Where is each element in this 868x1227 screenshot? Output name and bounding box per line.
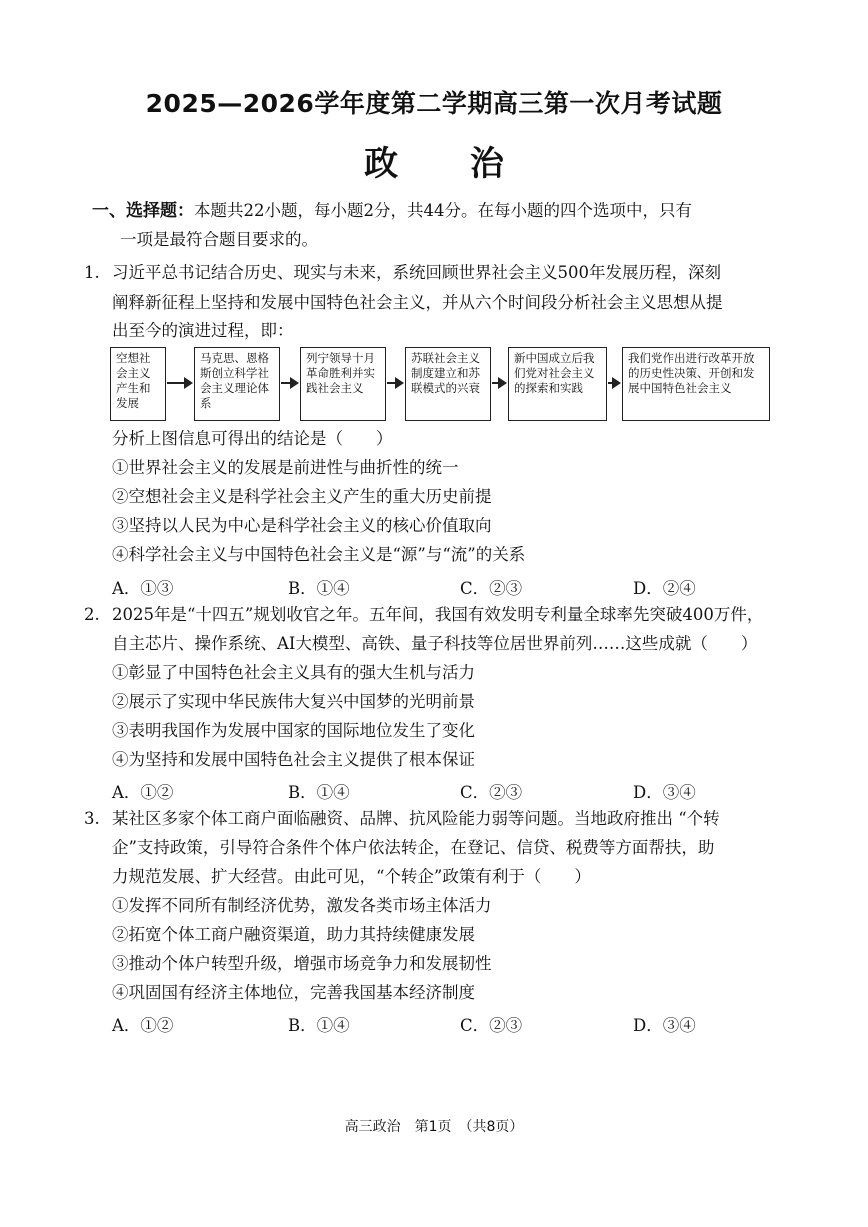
section-description-cont: 一项是最符合题目要求的。 — [120, 230, 318, 249]
option-d[interactable]: D．②④ — [633, 579, 696, 598]
question-3-item: ①发挥不同所有制经济优势，激发各类市场主体活力 — [112, 896, 492, 915]
question-text: 2025年是“十四五”规划收官之年。五年间，我国有效发明专利量全球率先突破400万件， — [112, 605, 764, 624]
question-1-line2: 阐释新征程上坚持和发展中国特色社会主义，并从六个时间段分析社会主义思想从提 — [112, 293, 723, 312]
flow-box-4: 苏联社会主义制度建立和苏联模式的兴衰 — [405, 347, 491, 421]
option-c[interactable]: C．②③ — [460, 1016, 523, 1035]
question-text: 某社区多家个体工商户面临融资、品牌、抗风险能力弱等问题。当地政府推出 “个转 — [112, 809, 720, 828]
question-3-item: ②拓宽个体工商户融资渠道，助力其持续健康发展 — [112, 925, 475, 944]
flow-box-1: 空想社会主义产生和发展 — [110, 347, 166, 421]
question-1-item: ①世界社会主义的发展是前进性与曲折性的统一 — [112, 458, 459, 477]
flow-box-6: 我们党作出进行改革开放的历史性决策、开创和发展中国特色社会主义 — [622, 347, 770, 421]
flow-box-5: 新中国成立后我们党对社会主义的探索和实践 — [508, 347, 607, 421]
socialism-development-flowchart — [110, 347, 770, 425]
option-a[interactable]: A．①② — [112, 1016, 174, 1035]
option-b[interactable]: B．①④ — [288, 1016, 350, 1035]
question-2-item: ②展示了实现中华民族伟大复兴中国梦的光明前景 — [112, 692, 475, 711]
question-text: 习近平总书记结合历史、现实与未来，系统回顾世界社会主义500年发展历程，深刻 — [112, 263, 721, 282]
question-3-options — [112, 1012, 732, 1034]
page-footer: 高三政治 第1页 （共8页） — [344, 1119, 524, 1135]
question-2-item: ③表明我国作为发展中国家的国际地位发生了变化 — [112, 721, 475, 740]
option-b[interactable]: B．①④ — [288, 579, 350, 598]
question-1-item: ④科学社会主义与中国特色社会主义是“源”与“流”的关系 — [112, 545, 526, 564]
question-2-line2: 自主芯片、操作系统、AI大模型、高铁、量子科技等位居世界前列……这些成就（ ） — [112, 634, 758, 653]
section-1-heading — [92, 200, 692, 222]
subject-title: 政 治 — [364, 144, 534, 184]
question-2-options — [112, 779, 732, 801]
question-2-item: ①彰显了中国特色社会主义具有的强大生机与活力 — [112, 663, 475, 682]
question-1-item: ②空想社会主义是科学社会主义产生的重大历史前提 — [112, 487, 492, 506]
question-3-line1 — [84, 808, 720, 830]
section-label: 一、选择题： — [92, 201, 194, 221]
option-d[interactable]: D．③④ — [633, 1016, 696, 1035]
question-1-item: ③坚持以人民为中心是科学社会主义的核心价值取向 — [112, 516, 492, 535]
flow-arrow-icon — [492, 376, 507, 390]
question-1-options — [112, 575, 732, 597]
flow-arrow-icon — [608, 376, 621, 390]
option-c[interactable]: C．②③ — [460, 579, 523, 598]
question-2-line1 — [84, 604, 763, 626]
question-number: 1. — [84, 263, 100, 282]
question-number: 2. — [84, 605, 100, 624]
option-b[interactable]: B．①④ — [288, 783, 350, 802]
question-1-line3: 出至今的演进过程，即： — [112, 321, 294, 340]
flow-arrow-icon — [167, 376, 193, 390]
flow-arrow-icon — [387, 376, 404, 390]
option-c[interactable]: C．②③ — [460, 783, 523, 802]
exam-title: 2025—2026学年度第二学期高三第一次月考试题 — [145, 89, 723, 118]
question-1-line1 — [84, 262, 721, 284]
question-2-item: ④为坚持和发展中国特色社会主义提供了根本保证 — [112, 750, 475, 769]
flow-arrow-icon — [281, 376, 299, 390]
flow-box-3: 列宁领导十月革命胜利并实践社会主义 — [300, 347, 386, 421]
question-3-item: ④巩固国有经济主体地位，完善我国基本经济制度 — [112, 983, 475, 1002]
question-3-item: ③推动个体户转型升级，增强市场竞争力和发展韧性 — [112, 954, 492, 973]
option-a[interactable]: A．①② — [112, 783, 174, 802]
option-a[interactable]: A．①③ — [112, 579, 174, 598]
section-description: 本题共22小题，每小题2分，共44分。在每小题的四个选项中，只有 — [194, 201, 692, 220]
question-3-line2: 企”支持政策，引导符合条件个体户依法转企，在登记、信贷、税费等方面帮扶，助 — [112, 838, 715, 857]
question-number: 3. — [84, 809, 100, 828]
question-1-stem: 分析上图信息可得出的结论是（ ） — [112, 429, 393, 448]
option-d[interactable]: D．③④ — [633, 783, 696, 802]
question-3-line3: 力规范发展、扩大经营。由此可见，“个转企”政策有利于（ ） — [112, 867, 591, 886]
flow-box-2: 马克思、恩格斯创立科学社会主义理论体系 — [194, 347, 280, 421]
